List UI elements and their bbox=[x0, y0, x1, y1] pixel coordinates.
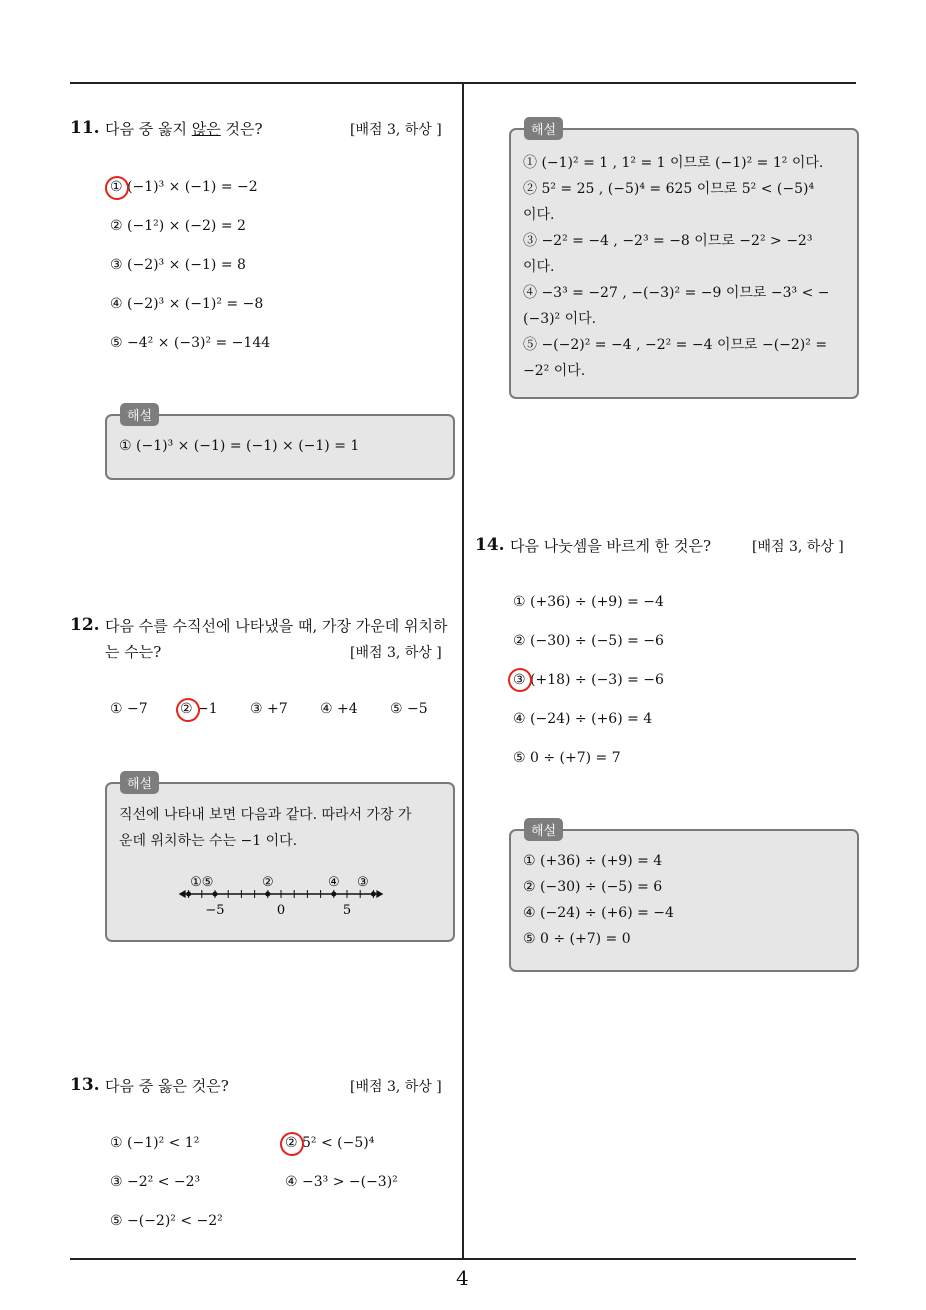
q12-option-4[interactable]: ④ +4 bbox=[320, 701, 358, 717]
q14-solution-box bbox=[509, 829, 859, 972]
right-arrow-icon bbox=[376, 890, 383, 898]
number-line-point-label: ③ bbox=[357, 875, 369, 890]
q12-solution-box bbox=[105, 782, 455, 942]
q14-solution-line-1: ① (+36) ÷ (+9) = 4 bbox=[523, 853, 663, 869]
number-line-tick-label: 5 bbox=[342, 903, 352, 918]
q12-solution-tag: 해설 bbox=[120, 771, 159, 794]
number-line-tick-label: 0 bbox=[276, 903, 286, 918]
q12-option-5[interactable]: ⑤ −5 bbox=[390, 701, 428, 717]
number-line-point bbox=[186, 892, 191, 897]
q12-answer-mark bbox=[173, 695, 204, 726]
q11-text bbox=[105, 118, 263, 139]
q13-answer-mark bbox=[277, 1129, 308, 1160]
q13-option-4[interactable]: ④ −3³ > −(−3)² bbox=[285, 1174, 398, 1190]
q14-option-3[interactable]: ③ (+18) ÷ (−3) = −6 bbox=[513, 672, 664, 688]
q11-answer-mark bbox=[102, 173, 133, 204]
q11-text-post: 것은? bbox=[220, 120, 263, 138]
q13-solution-line-5: 이다. bbox=[523, 259, 555, 275]
q11-number: 11. bbox=[70, 118, 100, 138]
q14-solution-line-4: ⑤ 0 ÷ (+7) = 0 bbox=[523, 931, 631, 947]
q12-solution-line-2: 운데 위치하는 수는 −1 이다. bbox=[119, 833, 298, 849]
q12-number: 12. bbox=[70, 615, 100, 635]
number-line-point bbox=[213, 892, 218, 897]
q11-option-4[interactable]: ④ (−2)³ × (−1)² = −8 bbox=[110, 296, 264, 312]
number-line-point bbox=[331, 892, 336, 897]
q11-option-3[interactable]: ③ (−2)³ × (−1) = 8 bbox=[110, 257, 246, 273]
q11-solution-line-1: ① (−1)³ × (−1) = (−1) × (−1) = 1 bbox=[119, 438, 360, 454]
q13-option-5[interactable]: ⑤ −(−2)² < −2² bbox=[110, 1213, 223, 1229]
number-line-point-label: ④ bbox=[327, 875, 340, 890]
q14-option-2[interactable]: ② (−30) ÷ (−5) = −6 bbox=[513, 633, 664, 649]
q14-solution-tag: 해설 bbox=[524, 818, 563, 841]
q14-text: 다음 나눗셈을 바르게 한 것은? bbox=[510, 537, 711, 555]
q14-solution-line-3: ④ (−24) ÷ (+6) = −4 bbox=[523, 905, 674, 921]
q12-text-line-1: 다음 수를 수직선에 나타냈을 때, 가장 가운데 위치하 bbox=[105, 617, 448, 635]
q13-option-2[interactable]: ② 5² < (−5)⁴ bbox=[285, 1135, 375, 1151]
q13-solution-line-6: ④ −3³ = −27 , −(−3)² = −9 이므로 −3³ < − bbox=[523, 285, 830, 301]
q14-number: 14. bbox=[475, 535, 505, 555]
q14-solution-line-2: ② (−30) ÷ (−5) = 6 bbox=[523, 879, 663, 895]
q11-text-pre: 다음 중 옳지 bbox=[105, 120, 192, 138]
number-line-point bbox=[265, 892, 270, 897]
q11-meta: [배점 3, 하상 ] bbox=[350, 122, 442, 138]
q13-number: 13. bbox=[70, 1075, 100, 1095]
q13-solution-line-1: ① (−1)² = 1 , 1² = 1 이므로 (−1)² = 1² 이다. bbox=[523, 155, 824, 171]
q11-solution-tag: 해설 bbox=[120, 403, 159, 426]
page-number: 4 bbox=[456, 1266, 469, 1290]
column-divider bbox=[462, 82, 464, 1260]
bottom-rule bbox=[70, 1258, 856, 1260]
q12-text-line-2: 는 수는? bbox=[105, 643, 162, 661]
q13-solution-line-3: 이다. bbox=[523, 207, 555, 223]
q12-solution-line-1: 직선에 나타내 보면 다음과 같다. 따라서 가장 가 bbox=[119, 807, 412, 823]
q12-option-2[interactable]: ② −1 bbox=[180, 701, 218, 717]
q13-solution-line-2: ② 5² = 25 , (−5)⁴ = 625 이므로 5² < (−5)⁴ bbox=[523, 181, 815, 197]
number-line bbox=[107, 864, 453, 934]
q13-option-3[interactable]: ③ −2² < −2³ bbox=[110, 1174, 201, 1190]
q13-solution-line-7: (−3)² 이다. bbox=[523, 311, 597, 327]
number-line-tick-label: −5 bbox=[205, 903, 225, 918]
q13-solution-tag: 해설 bbox=[524, 117, 563, 140]
q13-meta: [배점 3, 하상 ] bbox=[350, 1079, 442, 1095]
q14-answer-mark bbox=[505, 665, 536, 696]
q13-solution-box bbox=[509, 128, 859, 399]
q11-text-underlined: 않은 bbox=[191, 120, 221, 138]
q12-meta: [배점 3, 하상 ] bbox=[350, 645, 442, 661]
number-line-point-label: ② bbox=[261, 875, 274, 890]
q14-meta: [배점 3, 하상 ] bbox=[752, 539, 844, 555]
q11-option-2[interactable]: ② (−1²) × (−2) = 2 bbox=[110, 218, 246, 234]
number-line-point-label: ①⑤ bbox=[190, 875, 214, 890]
q13-option-1[interactable]: ① (−1)² < 1² bbox=[110, 1135, 200, 1151]
number-line-point bbox=[371, 892, 376, 897]
left-arrow-icon bbox=[179, 890, 186, 898]
q11-option-1[interactable]: ① (−1)³ × (−1) = −2 bbox=[110, 179, 258, 195]
q12-option-3[interactable]: ③ +7 bbox=[250, 701, 288, 717]
q14-option-1[interactable]: ① (+36) ÷ (+9) = −4 bbox=[513, 594, 664, 610]
q13-solution-line-8: ⑤ −(−2)² = −4 , −2² = −4 이므로 −(−2)² = bbox=[523, 337, 828, 353]
q14-option-4[interactable]: ④ (−24) ÷ (+6) = 4 bbox=[513, 711, 653, 727]
q11-option-5[interactable]: ⑤ −4² × (−3)² = −144 bbox=[110, 335, 271, 351]
q13-text: 다음 중 옳은 것은? bbox=[105, 1077, 229, 1095]
q12-option-1[interactable]: ① −7 bbox=[110, 701, 148, 717]
q13-solution-line-9: −2² 이다. bbox=[523, 363, 586, 379]
q13-solution-line-4: ③ −2² = −4 , −2³ = −8 이므로 −2² > −2³ bbox=[523, 233, 813, 249]
q14-option-5[interactable]: ⑤ 0 ÷ (+7) = 7 bbox=[513, 750, 621, 766]
